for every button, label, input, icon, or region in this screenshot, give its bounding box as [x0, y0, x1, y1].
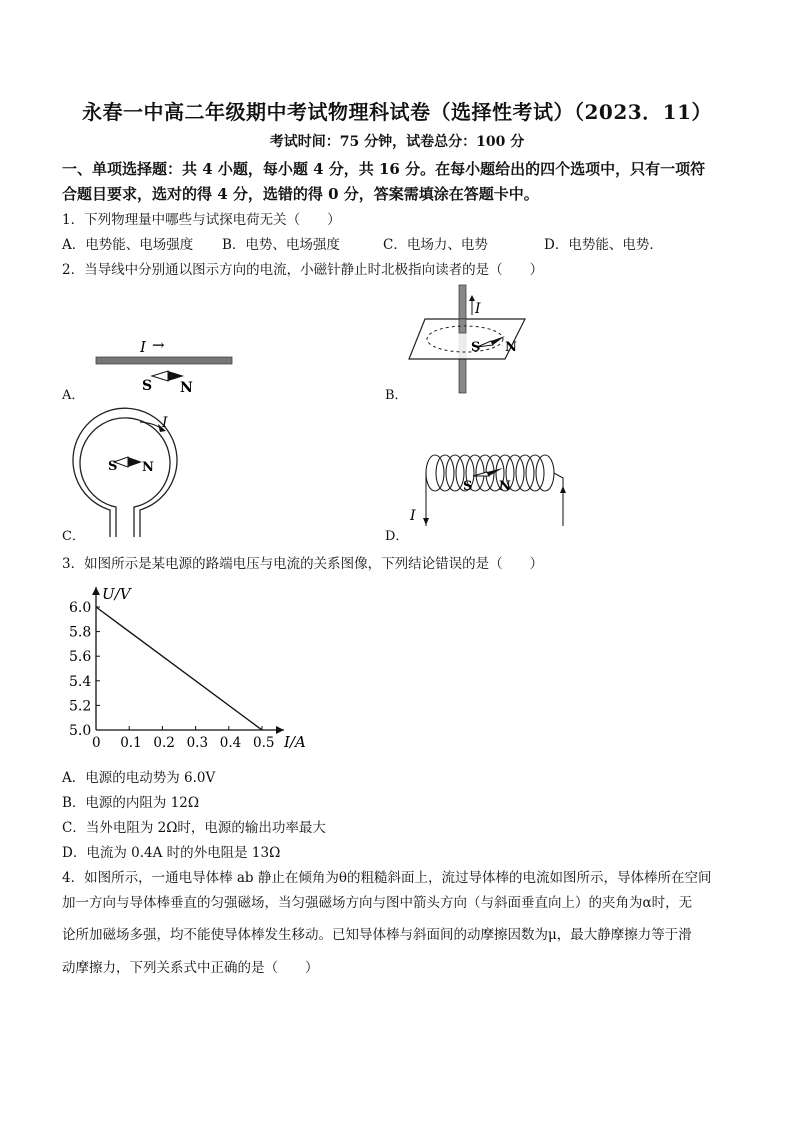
q3-option-c[interactable]: C．当外电阻为 2Ω时，电源的输出功率最大 — [62, 820, 326, 836]
question-2-stem: 2．当导线中分别通以图示方向的电流，小磁针静止时北极指向读者的是（ ） — [62, 262, 544, 278]
x-tick-label: 0 — [92, 735, 101, 751]
chart-marks — [96, 607, 262, 730]
y-tick-label: 5.0 — [69, 723, 92, 739]
question-4-line1: 4．如图所示，一通电导体棒 ab 静止在倾角为θ的粗糙斜面上，流过导体棒的电流如图所示，导体棒所在空间 — [62, 870, 712, 886]
question-4-line3: 论所加磁场多强，均不能使导体棒发生移动。已知导体棒与斜面间的动摩擦因数为μ，最大静摩擦力等于滑 — [62, 927, 692, 943]
q3-option-d[interactable]: D．电流为 0.4A 时的外电阻是 13Ω — [62, 845, 281, 861]
question-4-line4: 动摩擦力，下列关系式中正确的是（ ） — [62, 960, 319, 976]
current-label: I — [475, 301, 481, 317]
q2-figure-b — [405, 283, 535, 395]
north-label: N — [499, 479, 511, 494]
north-label: N — [142, 460, 154, 475]
series-line-0 — [96, 607, 262, 730]
y-tick-label: 5.8 — [69, 624, 92, 641]
south-label: S — [471, 340, 481, 355]
y-tick-label: 5.2 — [69, 698, 92, 715]
x-axis-label: I/A — [284, 733, 306, 751]
u-i-graph — [62, 575, 306, 755]
y-tick-label: 5.6 — [69, 649, 92, 666]
x-axis-arrow — [276, 726, 284, 734]
y-axis-arrow — [92, 587, 100, 595]
q3-option-a[interactable]: A．电源的电动势为 6.0V — [62, 770, 216, 786]
question-3-stem: 3．如图所示是某电源的路端电压与电流的关系图像，下列结论错误的是（ ） — [62, 556, 544, 572]
q2-figure-c — [80, 412, 210, 537]
page-title: 永春一中高二年级期中考试物理科试卷（选择性考试）（2023．11） — [82, 100, 712, 124]
compass-needle — [114, 457, 142, 467]
q1-option-b[interactable]: B．电势、电场强度 — [222, 237, 340, 253]
current-arrow: → — [152, 336, 165, 354]
south-label: S — [108, 459, 118, 474]
q2-option-c[interactable]: C． — [62, 529, 85, 544]
current-label: I — [140, 338, 146, 356]
wire — [96, 357, 232, 364]
x-tick-label: 0.2 — [153, 735, 175, 751]
q3-option-b[interactable]: B．电源的内阻为 12Ω — [62, 795, 200, 811]
north-label: N — [505, 340, 517, 355]
question-1-stem: 1．下列物理量中哪些与试探电荷无关（ ） — [62, 212, 341, 228]
x-tick-label: 0.1 — [120, 735, 142, 751]
north-label: N — [180, 380, 193, 396]
x-tick-label: 0.5 — [253, 735, 275, 751]
q2-option-d[interactable]: D． — [385, 529, 409, 544]
x-tick-label: 0.4 — [219, 735, 242, 751]
q2-option-b[interactable]: B． — [385, 388, 408, 403]
q1-option-a[interactable]: A．电势能、电场强度 — [62, 237, 194, 253]
chart-axes — [69, 585, 306, 751]
x-tick-label: 0.3 — [186, 735, 209, 751]
q2-option-a[interactable]: A． — [62, 388, 85, 403]
q2-figure-d — [405, 448, 575, 528]
q1-option-c[interactable]: C．电场力、电势 — [383, 237, 488, 253]
section-instructions-line1: 一、单项选择题：共 4 小题，每小题 4 分，共 16 分。在每小题给出的四个选项中，只有一项符 — [62, 160, 706, 178]
current-label: I — [410, 508, 416, 524]
question-4-line2: 加一方向与导体棒垂直的匀强磁场，当匀强磁场方向与图中箭头方向（与斜面垂直向上）的夹角为α时，无 — [62, 895, 693, 911]
exam-info: 考试时间：75 分钟，试卷总分：100 分 — [269, 134, 525, 150]
south-label: S — [142, 378, 153, 394]
current-label: I — [162, 415, 168, 431]
section-instructions-line2: 合题目要求，选对的得 4 分，选错的得 0 分，答案需填涂在答题卡中。 — [62, 185, 539, 203]
south-label: S — [463, 479, 473, 494]
y-axis-label: U/V — [102, 585, 131, 603]
y-tick-label: 6.0 — [69, 600, 92, 616]
y-tick-label: 5.4 — [69, 673, 92, 690]
q1-option-d[interactable]: D．电势能、电势． — [544, 237, 663, 253]
compass-needle — [473, 468, 503, 476]
q2-figure-a — [90, 330, 240, 400]
